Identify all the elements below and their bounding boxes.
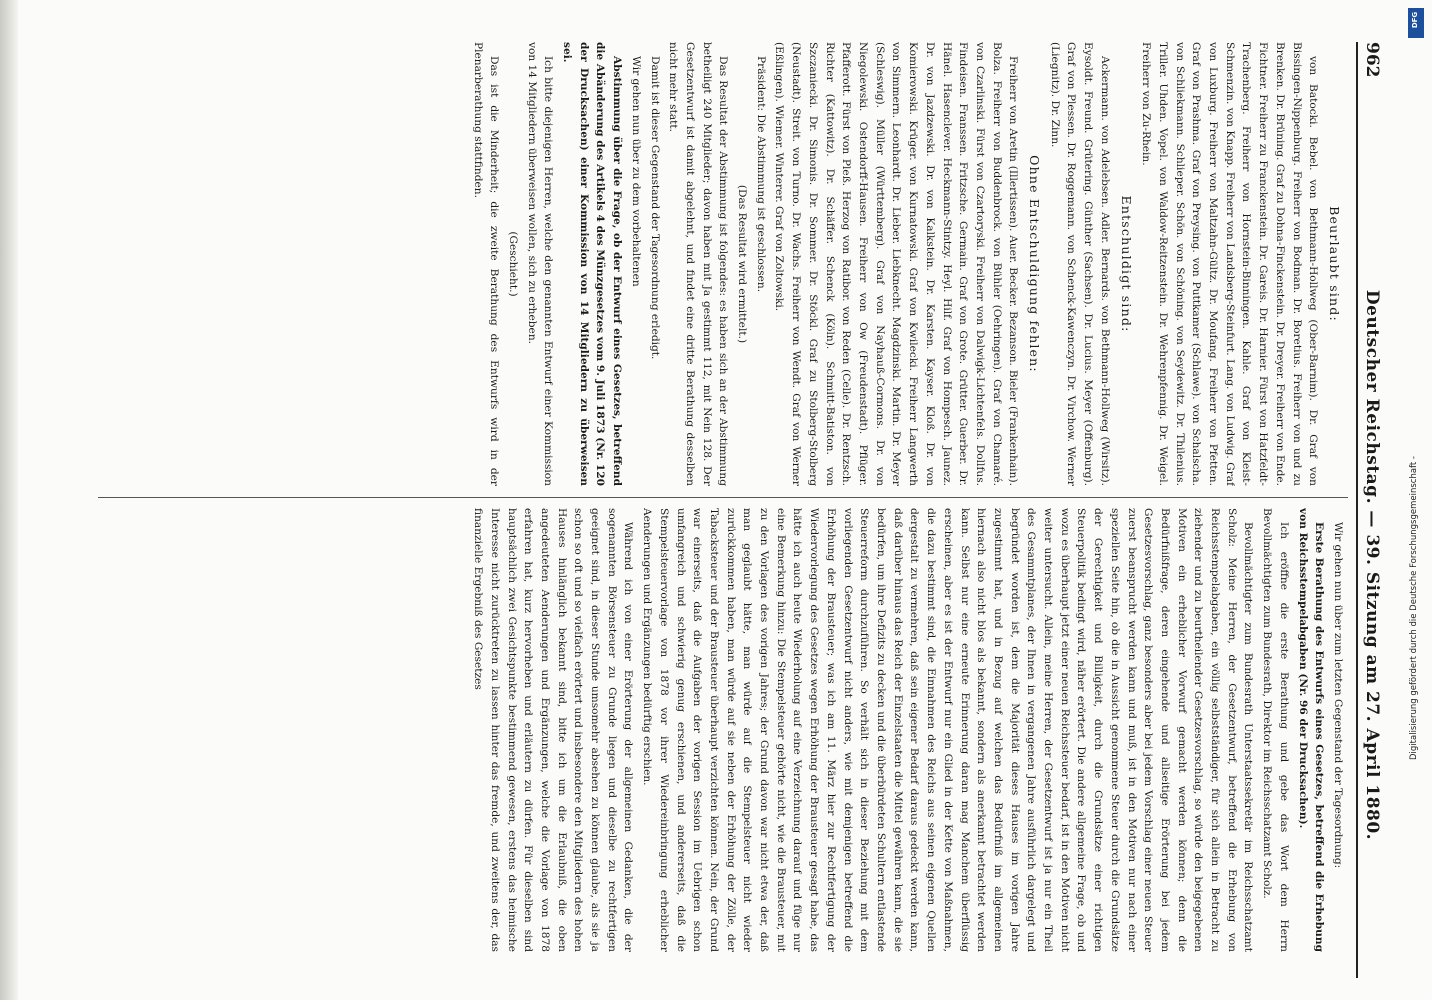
ermittlung-note: (Das Resultat wird ermittelt.) [736, 184, 749, 344]
bitte-erheben: Ich bitte diejenigen Herren, welche den genannten Entwurf einer Kommission von 14 Mitgliedern überweisen wollen, sich zu erheben. [525, 42, 555, 486]
wir-gehen-ueber: Wir gehen nun über zu dem vorbehaltenen [629, 56, 642, 287]
speech-scholz-part-2: Während ich von einer Erörterung der allgemeinen Gedanken, die der sogenannten Börsensteuer zu Grunde liegen und dieselbe zu rechtfertigen geeignet sind, in dieser Stunde umsomehr absehen zu können glaube, als sie ja schon so oft und so vielfach erörtert und insbesondere den Mitgliedern des hohen Hauses hinlänglich bekannt sind, bitte ich um die Erlaubniß, die oben angedeuteten Aenderungen und Ergänzungen, welche die Vorlage von 1878 erfahren hat, kurz hervorheben und erläutern zu dürfen. Für dieselben sind hauptsächlich zwei Gesichtspunkte bestimmend gewesen, erstens das heimische Interesse nicht zurücktreten zu lassen hinter das fremde, und zweitens der, das finanzielle Ergebniß des Gesetzes [472, 508, 635, 952]
page-edge-shadow [0, 0, 18, 1000]
running-head [1356, 42, 1384, 978]
ohne-entschuldigung-list: Freiherr von Aretin (Illertissen). Auer. Becker. Bezanson. Bieler (Frankenhain). Bolza. Freiherr von Buddenbrock. von Bühler (Oehringen). Graf von Chamaré. von Czarlinski. Fürst von Czartoryski. Freiherr von Dalwigk-Lichtenfels. Dollfus. Findeisen. Franssen. Fritzsche. Germain. Graf von Grote. Grütter. Guerber. Dr. Hänel. Hasenclever. Heckmann-Stintzy. Heyl. Hilf. Graf von Hompesch. Jaunez. Dr. von Jazdzewski. Dr. von Kalkstein. Dr. Karsten. Kayser. Kloß. Dr. von Komierowski. Krüger. von Kurnatowski. Graf von Kwilecki. Freiherr Langwerth von Simmern. Leonhardt. Dr. Lieber. Liebknecht. Magdzinski. Martin. Dr. Meyer (Schleswig). Müller (Württemberg). Graf von Nayhauß-Cormons. Dr. von Niegolewski. Ostendorff-Hausen. Freiherr von Ow (Freudenstadt). Pflüger. Pfafferott. Fürst von Pleß. Herzog von Ratibor. von Reden (Celle). Dr. Rentzsch. Richter (Kattowitz). Dr. Schäffer. Schenck (Köln). Schmitt-Batiston. von Szczaniecki. Dr. Simonis. Dr. Sommer. Dr. Stöckl. Graf zu Stolberg-Stolberg (Neustadt). Streit. von Turno. Dr. Wachs. Freiherr von Wendt. Graf von Werner (Eßlingen). Wiemer. Winterer. Graf von Zoltowski. [773, 42, 1020, 486]
entschuldigt-list: Ackermann. von Adelebsen. Adler. Bernards. von Bethmann-Hollweg (Wirsitz). Eysoldt. Freund. Grütering. Günther (Sachsen). Dr. Lucius. Meyer (Offenburg). Graf von Plessen. Dr. Roggemann. von Schenck-Kawenczyn. Dr. Virchow. Werner (Liegnitz). Dr. Zinn. [1048, 42, 1111, 486]
praesident-statement: Präsident: Die Abstimmung ist geschlossen. [754, 56, 767, 293]
erste-berathung-heading: Erste Berathung des Entwurfs eines Gesetzes, betreffend die Erhebung von Reichsstempelabgaben (Nr. 96 der Drucksachen). [1296, 508, 1326, 952]
page-title: Deutscher Reichstag. — 39. Sitzung am 27. April 1880. [1362, 289, 1382, 841]
rotated-page-content [58, 0, 1388, 1000]
gegenstand-erledigt: Damit ist dieser Gegenstand der Tagesordnung erledigt. [648, 56, 661, 360]
eroeffnung-statement: Ich eröffne die erste Berathung und gebe das Wort dem Herrn Bevollmächtigten zum Bundesrath, Direktor im Reichsschatzamt Scholz. [1261, 508, 1290, 952]
beurlaubt-heading: Beurlaubt sind: [1327, 206, 1342, 322]
abstimmung-frage: Abstimmung über die Frage, ob der Entwurf eines Gesetzes, betreffend die Abänderung des Artikels 4 des Münzgesetzes vom 9. Juli 1873 (Nr. 120 der Drucksachen) einer Kommission von 14 Mitgliedern zu überweisen sei. [561, 42, 624, 486]
page-number: 962 [1362, 42, 1382, 78]
column-divider [98, 497, 1348, 498]
beurlaubt-list: von Batocki. Bebel. von Bethmann-Hollweg (Ober-Barnim). Dr. Graf von Bissingen-Nippenburg. Freiherr von Bodman. Dr. Boretius. Freiherr von und zu Brenken. Dr. Brüning. Graf zu Dohna-Finckenstein. Dr. Dreyer. Freiherr von Ende. Fichtner. Freiherr zu Franckenstein. Dr. Gareis. Dr. Harnier. Fürst von Hatzfeldt-Trachenberg. Freiherr von Hornstein-Binningen. Kahle. Graf von Kleist-Schmenzin. von Knapp. Freiherr von Landsberg-Steinfurt. Lang. von Ludwig. Graf von Luxburg. Freiherr von Maltzahn-Gültz. Dr. Moufang. Freiherr von Pfetten. Graf von Prashma. Graf von Preysing. von Puttkamer (Schlawe). von Schalscha. von Schliekmann. Schlieper. Schön. von Schöning. von Seydewitz. Dr. Thilenius. Triller. Uhden. Vopel. von Waldow-Reitzenstein. Dr. Wehrenpfennig. Dr. Weigel. Freiherr von Zu-Rhein. [1140, 42, 1320, 486]
entschuldigt-heading: Entschuldigt sind: [1118, 195, 1134, 333]
credit-text: Digitalisierung gefördert durch die Deutsche Forschungsgemeinschaft - [1409, 456, 1419, 760]
right-column [106, 508, 1346, 952]
minderheit-statement: Das ist die Minderheit; die zweite Berathung des Entwurfs wird in der Plenarberathung stattfinden. [471, 42, 501, 486]
ohne-entschuldigung-heading: Ohne Entschuldigung fehlen: [1027, 155, 1043, 373]
abstimmung-resultat: Das Resultat der Abstimmung ist folgendes: es haben sich an der Abstimmung betheiligt 240 Mitglieder; davon haben mit Ja gestimmt 112, mit Nein 128. Der Gesetzentwurf ist damit abgelehnt, und findet eine dritte Berathung desselben nicht mehr statt. [667, 42, 730, 486]
speech-scholz-part-1: Bevollmächtigter zum Bundesrath Unterstaatssekretär im Reichsschatzamt Scholz: Meine Herren, der Gesetzentwurf, betreffend die Erhebung von Reichsstempelabgaben, ein völlig selbstständiger, für sich allein in Betracht zu ziehender und zu beurtheilender Gesetzesvorschlag, so würde den beigegebenen Motiven ein erheblicher Vorwurf gemacht werden können; denn die Bedürfnißfrage, deren eingehende und allseitige Erörterung bei jedem Gesetzesvorschlag, ganz besonders aber bei jedem Vorschlag einer neuen Steuer zuerst beansprucht werden kann und muß, ist in den Motiven nur nach einer speziellen Seite hin, ob die in Aussicht genommene Steuer durch die Grundsätze der Gerechtigkeit und Billigkeit, durch die Grundsätze einer richtigen Steuerpolitik bedingt wird, näher erörtert. Die andere allgemeine Frage, ob und wozu es überhaupt jetzt einer neuen Reichssteuer bedarf, ist in den Motiven nicht weiter untersucht. Allein, meine Herren, der Gesetzentwurf ist ja nur ein Theil des Gesammtplanes, der Ihnen in vergangenen Jahre ausführlich dargelegt und begründet worden ist, dem die Majorität dieses Hauses im vorigen Jahre zugestimmt hat, und in Bezug auf welchen das Bedürfniß im allgemeinen hiernach also nicht blos als bekannt, sondern als anerkannt betrachtet werden kann. Selbst nur eine erneute Erinnerung daran mag Manchem überflüssig erscheinen, aber es ist der Entwurf nur ein Glied in der Kette von Maßnahmen, die dazu bestimmt sind, die Einnahmen des Reichs aus seinen eigenen Quellen dergestalt zu vermehren, daß sein eigener Bedarf daraus gedeckt werden kann, daß darüber hinaus das Reich der Einzelstaaten die Mittel gewähren kann, die sie bedürfen, um ihre Defizits zu decken und die überbürdeten Schultern entlastende Steuerreform durchzuführen. So verhält sich in dieser Beziehung mit dem vorliegenden Gesetzentwurf nicht anders, wie mit demjenigen betreffend die Erhöhung der Brausteuer; was ich am 11. März hier zur Rechtfertigung der Wiedervorlegung des Gesetzes wegen Erhöhung der Brausteuer gesagt habe, das hätte ich auch heute Wiederholung auf eine Verzeichnung darauf und füge nur eine Bemerkung hinzu: Die Stempelsteuer gehörte nicht, wie die Brausteuer, mit zu den Vorlagen des vorigen Jahres; der Grund davon war nicht etwa der, daß man geglaubt hätte, man würde auf die Stempelsteuer nicht wieder zurückkommen haben, man würde auf sie neben der Erhöhung der Zölle, der Tabacksteuer und der Brausteuer überhaupt verzichten können. Nein, der Grund war einerseits, daß die Aufgaben der vorigen Session im Uebrigen schon umfangreich und schwierig genug erschienen, und andererseits, daß die Stempelsteuervorlage von 1878 vor ihrer Wiedereinbringung erheblicher Aenderungen und Ergänzungen bedürftig erschien. [641, 508, 1255, 952]
geschieht-note: (Geschieht.) [506, 231, 519, 297]
digitization-credit [1405, 0, 1427, 1000]
tagesordnung-intro: Wir gehen nun über zum letzten Gegenstand der Tagesordnung: [1332, 522, 1344, 869]
dfg-logo: DFG [1408, 8, 1424, 38]
left-column [106, 42, 1346, 486]
